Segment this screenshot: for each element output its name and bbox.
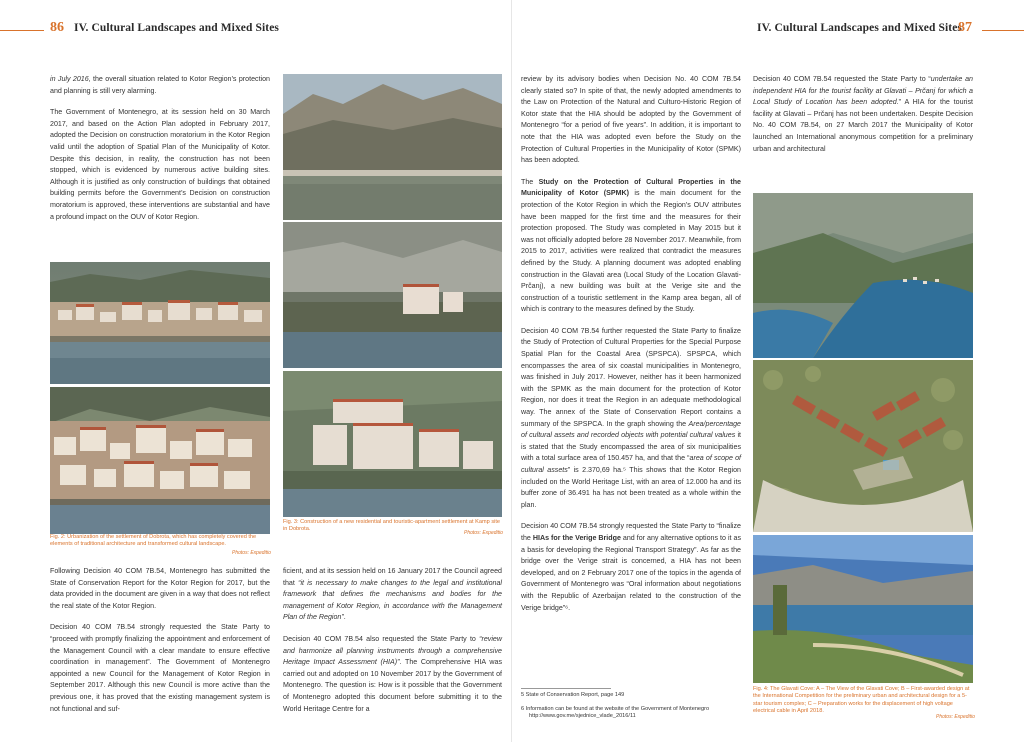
text-run: ficient, and at its session held on 16 January 2017 the Council agreed that <box>283 567 502 587</box>
text-run: . The Comprehensive HIA was carried out and adopted on 10 November 2017 by the Government of Montenegro. The question is: How is it possible that the Government of Montenegro adopted this document before submitting it to the World Heritage Centre for a <box>283 658 502 713</box>
photo-glavati-design <box>753 360 973 532</box>
paragraph <box>283 634 502 715</box>
photo-kamp-1-image <box>283 222 502 368</box>
photo-kotor-mountains-image <box>283 74 502 220</box>
photo-glavati-works <box>753 535 973 683</box>
photo-glavati-works-image <box>753 535 973 683</box>
text-run: . <box>343 613 346 622</box>
photo-glavati-design-image <box>753 360 973 532</box>
text-run: ” is 2.370,69 ha.⁵ This shows that the Kotor Region included on the World Heritage List, with an area of 12.000 ha and its buffer zone of 36.491 ha has not been treated as a whole within the plan. <box>521 466 741 509</box>
footnote-6-url: http://www.gov.me/sjednice_vlade_2016/11 <box>529 713 636 720</box>
photo-dobrota-1-image <box>50 262 270 384</box>
text-run: .” A HIA for the tourist facility at Glavati – Prčanj has not been undertaken. Despite Decision No. 40 COM 7B.54, on 27 March 2017 the Municipality of Kotor launched an International anonymous competition for a preliminary urban and architectural <box>753 98 973 153</box>
right-col4 <box>753 74 973 165</box>
photo-dobrota-2 <box>50 387 270 534</box>
italic-run: Area/percentage of cultural assets and recorded objects with potential cultural values <box>521 419 741 440</box>
paragraph <box>521 521 741 614</box>
italic-run: area of scope of cultural assets <box>521 454 741 474</box>
footnote-6: 6 Information can be found at the website of the Government of Montenegro <box>521 705 710 712</box>
running-head-left: IV. Cultural Landscapes and Mixed Sites <box>74 22 279 34</box>
paragraph <box>283 566 502 624</box>
fig4-credit: Photos: Expeditio <box>936 714 975 720</box>
text-run: Decision 40 COM 7B.54 further requested the State Party to finalize the Study of Protection of Cultural Properties for the Special Purpose Spatial Plan for the Coastal Area (SPSPCA). SPSPCA, which encompasses the area of six coastal municipalities in Montenegro, was finished in July 2017. However, neither has it been harmonized with the SPMK as the main document for the protection of Kotor Region, nor does it treat the Region in an adequate methodological way. The annex of the State of Conservation Report contains a summary of the SPSPCA. In the graph showing the <box>521 326 741 428</box>
paragraph: review by its advisory bodies when Decision No. 40 COM 7B.54 clearly stated so? In spite of that, the newly adopted amendments to the Law on Protection of the Natural and Culturo-Historic Region of Kotor state that the HIA should be adopted by the Government of Montenegro “for a period of five years”. In addition, it is important to note that the HIA was adopted even before the Study on the Protection of Cultural Properties in the Municipality of Kotor (SPMK) has been adopted. <box>521 75 741 165</box>
header-rule-right <box>982 30 1024 31</box>
text-run: it is stated that the Study encompassed the area of six municipalities with a total surface area of 150.457 ha, and that the “ <box>521 431 742 463</box>
photo-dobrota-1 <box>50 262 270 384</box>
left-col1-top <box>50 74 270 233</box>
footnote-5: 5 State of Conservation Report, page 149 <box>521 692 625 698</box>
fig2-credit: Photos: Expeditio <box>232 550 271 556</box>
page-number-right: 87 <box>958 20 972 35</box>
bold-run: Study on the Protection of Cultural Properties in the Municipality of Kotor (SPMK) <box>521 177 741 198</box>
photo-dobrota-2-image <box>50 387 270 534</box>
text-run: is the main document for the protection of the Kotor Region in which the Region’s OUV attributes have been mapped for the first time and the measures for their protection proposed. The Study was completed in May 2015 but it was not officially adopted before 28 November 2017. Meanwhile, from 2015 to 2017, activities were realized that contradict the measures defined by the Study. A planning document was adopted enabling construction in the Glavati area (Local Study of the Location Glavati-Prčanj), a new building was built at the Verige site and the construction of a touristic settlement in the Kamp area began, all of which is contrary to the measures defined by the Study. <box>521 189 741 314</box>
page-number-left: 86 <box>50 20 64 35</box>
photo-glavati-view <box>753 193 973 358</box>
photo-kamp-2 <box>283 371 502 517</box>
quote-italic: “it is necessary to make changes to the legal and institutional framework that defines the mechanisms and bodies for the management of Kotor Region, in accordance with the Management Plan of the Region” <box>283 578 502 622</box>
fig4-caption: Fig. 4: The Glavati Cove: A – The View of the Glavati Cove; B – First-awarded design at the International Competition for the preliminary urban and architectural design for a 5-star tourism complex; C – Preparation works for the displacement of high voltage electrical cable in April 2018. <box>753 686 970 715</box>
left-col1-bottom <box>50 566 270 725</box>
fig3-caption: Fig. 3: Construction of a new residential and touristic-apartment settlement at Kamp site in Dobrota. <box>283 519 501 533</box>
footnote-rule <box>521 688 611 689</box>
text-run: Decision 40 COM 7B.54 strongly requested the State Party to “finalize the <box>521 522 741 542</box>
text-run: The <box>521 177 539 186</box>
left-col2-bottom <box>283 566 502 725</box>
text-run: and for any alternative options to it as a basis for developing the Regional Transport Strategy”. As far as the bridge over the Verige strait is concerned, a HIA has not been developed, and on 2 February 2017 one of the topics in the agenda of Government of Montenegro was “Oral information about negotiations with the Republic of Azerbaijan related to the construction of the Verige bridge”⁶. <box>521 533 741 612</box>
photo-glavati-view-image <box>753 193 973 358</box>
paragraph <box>521 326 741 512</box>
italic-date: in July 2016 <box>50 75 89 83</box>
paragraph <box>50 74 270 97</box>
paragraph: Decision 40 COM 7B.54 strongly requested the State Party to “proceed with promptly finalizing the appointment and enforcement of the Management Council with a clear mandate to ensure effective coordination in management”. The Government of Montenegro appointed a new Council for the Management of Kotor Region in September 2017. Although this new Council is more active than the previous one, it has proved that the existing management system is not functional and suf- <box>50 623 270 713</box>
paragraph <box>753 74 973 155</box>
photo-kotor-mountains <box>283 74 502 220</box>
running-head-right: IV. Cultural Landscapes and Mixed Sites <box>757 22 962 34</box>
photo-kamp-2-image <box>283 371 502 517</box>
paragraph: The Government of Montenegro, at its session held on 30 March 2017, and based on the Action Plan adopted in February 2017, adopted the Decision on construction moratorium in the Kotor Region valid until the adoption of Spatial Plan of the Municipality of Kotor. Despite this decision, in reality, the construction has not been stopped, which is evidenced by numerous active building sites. Although it is justified as only construction of buildings that obtained building permits before the Government’s Decision on construction moratorium is approved, these interventions are substantial and have a profound impact on the OUV of Kotor Region. <box>50 108 270 221</box>
fig3-credit: Photos: Expeditio <box>464 530 503 536</box>
paragraph: Following Decision 40 COM 7B.54, Montenegro has submitted the State of Conservation Report for the Kotor Region for 2017, but the data provided in the document are given in a way that does not reflect the real state of the Kotor Region. <box>50 567 270 610</box>
text-run: Decision 40 COM 7B.54 requested the State Party to “ <box>753 75 931 83</box>
fig2-caption: Fig. 2: Urbanization of the settlement of Dobrota, which has completely covered the elements of traditional architecture and transformed cultural landscape. <box>50 534 257 548</box>
quote-italic: “review and harmonize all planning instruments through a comprehensive Heritage Impact Assessment (HIA)” <box>283 634 502 667</box>
header-rule-left <box>0 30 44 31</box>
text-run: , the overall situation related to Kotor Region’s protection and planning is still very alarming. <box>50 75 271 95</box>
quote-italic: undertake an independent HIA for the tourist facility at Glavati – Prčanj for which a Local Study of Location has been adopted <box>753 75 973 107</box>
text-run: Decision 40 COM 7B.54 also requested the State Party to <box>283 634 480 643</box>
bold-run: HIAs for the Verige Bridge <box>532 533 621 542</box>
right-page <box>512 0 1024 742</box>
footnotes <box>521 692 745 721</box>
photo-kamp-1 <box>283 222 502 368</box>
right-col3 <box>521 74 741 624</box>
paragraph <box>521 177 741 316</box>
